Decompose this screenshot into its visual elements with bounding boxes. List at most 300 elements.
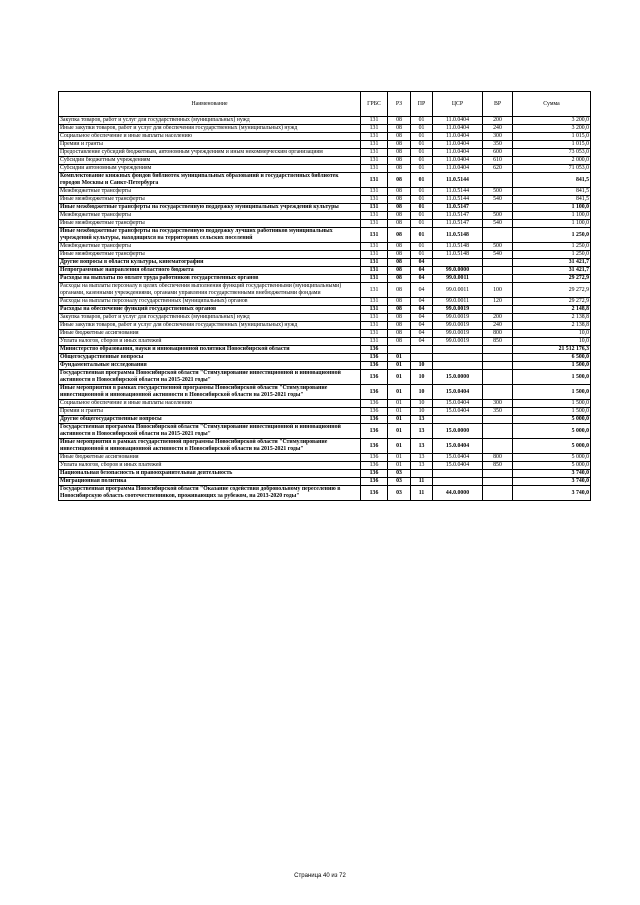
cell-name: Другие общегосударственные вопросы (59, 416, 361, 424)
cell-csr: 99.0.0000 (433, 267, 483, 275)
cell-csr: 15.0.0000 (433, 370, 483, 385)
cell-name: Иные межбюджетные трансферты (59, 220, 361, 228)
cell-pr: 04 (411, 283, 433, 298)
cell-sum: 5 000,0 (513, 416, 591, 424)
cell-grbs: 131 (361, 141, 388, 149)
table-row (59, 196, 591, 204)
cell-name: Государственная программа Новосибирской области "Стимулирование инвестиционной и инновационной активности в Новосибирской области на 2015-2021 годы" (59, 424, 361, 439)
cell-csr: 11.0.5147 (433, 212, 483, 220)
cell-name: Иные межбюджетные трансферты (59, 196, 361, 204)
cell-csr: 11.0.5148 (433, 243, 483, 251)
cell-pr: 04 (411, 275, 433, 283)
cell-name: Закупка товаров, работ и услуг для государственных (муниципальных) нужд (59, 314, 361, 322)
cell-rz: 03 (388, 470, 411, 478)
cell-pr: 04 (411, 306, 433, 314)
cell-sum: 31 421,7 (513, 267, 591, 275)
cell-sum: 3 740,0 (513, 486, 591, 501)
table-row (59, 212, 591, 220)
cell-rz: 01 (388, 439, 411, 454)
table-row (59, 275, 591, 283)
cell-vr: 500 (483, 212, 513, 220)
cell-name: Межбюджетные трансферты (59, 212, 361, 220)
table-row (59, 330, 591, 338)
cell-rz: 08 (388, 259, 411, 267)
cell-sum: 3 200,0 (513, 125, 591, 133)
cell-sum: 6 500,0 (513, 354, 591, 362)
cell-name: Государственная программа Новосибирской области "Оказание содействия добровольному переселению в Новосибирскую область соотечественников, проживающих за рубежом, на 2013-2020 годы" (59, 486, 361, 501)
cell-csr: 11.0.0404 (433, 141, 483, 149)
cell-vr (483, 486, 513, 501)
cell-vr (483, 385, 513, 400)
cell-grbs: 136 (361, 462, 388, 470)
cell-pr: 01 (411, 188, 433, 196)
cell-pr: 01 (411, 141, 433, 149)
cell-vr (483, 439, 513, 454)
cell-csr: 11.0.5144 (433, 173, 483, 188)
cell-vr: 500 (483, 188, 513, 196)
cell-vr: 850 (483, 462, 513, 470)
cell-csr (433, 478, 483, 486)
cell-csr: 11.0.0404 (433, 133, 483, 141)
cell-rz: 01 (388, 400, 411, 408)
cell-vr: 300 (483, 133, 513, 141)
table-row (59, 408, 591, 416)
cell-name: Уплата налогов, сборов и иных платежей (59, 462, 361, 470)
cell-sum: 1 500,0 (513, 385, 591, 400)
cell-pr: 01 (411, 251, 433, 259)
cell-rz: 08 (388, 298, 411, 306)
cell-pr: 01 (411, 157, 433, 165)
cell-sum: 1 100,0 (513, 220, 591, 228)
cell-vr (483, 306, 513, 314)
cell-vr (483, 346, 513, 354)
cell-rz: 08 (388, 228, 411, 243)
cell-grbs: 136 (361, 408, 388, 416)
cell-rz: 08 (388, 212, 411, 220)
cell-pr: 13 (411, 416, 433, 424)
cell-vr (483, 204, 513, 212)
cell-vr: 540 (483, 196, 513, 204)
cell-grbs: 131 (361, 212, 388, 220)
cell-rz: 08 (388, 173, 411, 188)
cell-pr: 13 (411, 424, 433, 439)
cell-name: Уплата налогов, сборов и иных платежей (59, 338, 361, 346)
cell-sum: 1 015,0 (513, 133, 591, 141)
cell-vr (483, 370, 513, 385)
header-vr: ВР (483, 92, 513, 117)
cell-rz: 08 (388, 196, 411, 204)
cell-vr: 500 (483, 243, 513, 251)
cell-vr: 100 (483, 283, 513, 298)
cell-name: Иные мероприятия в рамках государственной программы Новосибирской области "Стимулирование инвестиционной и инновационной активности в Новосибирской области на 2015-2021 годы" (59, 385, 361, 400)
table-row (59, 416, 591, 424)
cell-name: Премии и гранты (59, 408, 361, 416)
cell-vr: 240 (483, 125, 513, 133)
cell-rz: 08 (388, 117, 411, 125)
cell-vr: 300 (483, 400, 513, 408)
table-row (59, 204, 591, 212)
cell-name: Национальная безопасность и правоохранительная деятельность (59, 470, 361, 478)
cell-vr: 610 (483, 157, 513, 165)
cell-rz: 01 (388, 462, 411, 470)
cell-rz: 03 (388, 486, 411, 501)
cell-name: Комплектование книжных фондов библиотек муниципальных образований и государственных библиотек городов Москвы и Санкт-Петербурга (59, 173, 361, 188)
cell-pr: 01 (411, 173, 433, 188)
cell-name: Социальное обеспечение и иные выплаты населению (59, 133, 361, 141)
cell-vr: 540 (483, 251, 513, 259)
cell-pr: 01 (411, 165, 433, 173)
table-body (59, 117, 591, 501)
cell-sum: 841,5 (513, 188, 591, 196)
cell-grbs: 136 (361, 362, 388, 370)
table-row (59, 259, 591, 267)
cell-pr: 11 (411, 478, 433, 486)
cell-sum: 2 138,8 (513, 322, 591, 330)
cell-sum: 3 740,0 (513, 470, 591, 478)
cell-csr: 15.0.0000 (433, 424, 483, 439)
cell-rz: 08 (388, 165, 411, 173)
cell-sum: 1 500,0 (513, 362, 591, 370)
cell-pr: 10 (411, 370, 433, 385)
cell-vr (483, 424, 513, 439)
cell-vr (483, 416, 513, 424)
cell-sum: 10,0 (513, 330, 591, 338)
cell-vr: 540 (483, 220, 513, 228)
cell-grbs: 131 (361, 173, 388, 188)
cell-sum: 2 148,8 (513, 306, 591, 314)
cell-vr (483, 267, 513, 275)
cell-pr: 10 (411, 408, 433, 416)
cell-sum: 10,0 (513, 338, 591, 346)
cell-vr: 620 (483, 165, 513, 173)
cell-pr: 01 (411, 243, 433, 251)
cell-name: Иные закупки товаров, работ и услуг для обеспечения государственных (муниципальных) нужд (59, 125, 361, 133)
table-row (59, 362, 591, 370)
cell-csr (433, 259, 483, 267)
header-csr: ЦСР (433, 92, 483, 117)
cell-pr (411, 346, 433, 354)
table-row (59, 228, 591, 243)
cell-pr: 04 (411, 298, 433, 306)
cell-grbs: 131 (361, 228, 388, 243)
header-sum: Сумма (513, 92, 591, 117)
cell-pr: 01 (411, 133, 433, 141)
cell-vr: 350 (483, 141, 513, 149)
cell-pr: 04 (411, 314, 433, 322)
cell-grbs: 131 (361, 322, 388, 330)
cell-grbs: 136 (361, 346, 388, 354)
cell-pr: 01 (411, 204, 433, 212)
cell-csr: 11.0.5147 (433, 220, 483, 228)
table-row (59, 117, 591, 125)
cell-name: Предоставление субсидий бюджетным, автономным учреждениям и иным некоммерческим организациям (59, 149, 361, 157)
cell-rz: 08 (388, 141, 411, 149)
cell-csr: 44.0.0000 (433, 486, 483, 501)
cell-grbs: 131 (361, 243, 388, 251)
cell-rz: 08 (388, 220, 411, 228)
cell-pr: 01 (411, 196, 433, 204)
table-row (59, 338, 591, 346)
cell-sum: 1 015,0 (513, 141, 591, 149)
cell-rz: 01 (388, 408, 411, 416)
cell-grbs: 131 (361, 283, 388, 298)
table-header-row (59, 92, 591, 117)
cell-pr: 04 (411, 259, 433, 267)
cell-rz: 08 (388, 125, 411, 133)
cell-csr: 99.0.0011 (433, 283, 483, 298)
cell-rz: 08 (388, 267, 411, 275)
cell-grbs: 131 (361, 133, 388, 141)
cell-name: Социальное обеспечение и иные выплаты населению (59, 400, 361, 408)
cell-vr: 850 (483, 338, 513, 346)
cell-csr: 99.0.0019 (433, 314, 483, 322)
cell-pr: 04 (411, 330, 433, 338)
cell-grbs: 131 (361, 220, 388, 228)
cell-grbs: 131 (361, 149, 388, 157)
cell-grbs: 131 (361, 267, 388, 275)
cell-csr: 15.0.0404 (433, 400, 483, 408)
cell-csr: 99.0.0011 (433, 298, 483, 306)
cell-name: Непрограммные направления областного бюджета (59, 267, 361, 275)
cell-rz: 01 (388, 370, 411, 385)
cell-grbs: 136 (361, 470, 388, 478)
cell-csr: 15.0.0404 (433, 454, 483, 462)
table-row (59, 298, 591, 306)
cell-grbs: 136 (361, 400, 388, 408)
cell-rz: 08 (388, 283, 411, 298)
cell-sum: 1 100,0 (513, 204, 591, 212)
cell-vr: 600 (483, 149, 513, 157)
cell-sum: 1 250,0 (513, 228, 591, 243)
cell-sum: 841,5 (513, 196, 591, 204)
cell-sum: 31 421,7 (513, 259, 591, 267)
cell-pr: 10 (411, 362, 433, 370)
cell-sum: 73 053,0 (513, 149, 591, 157)
cell-csr: 11.0.0404 (433, 149, 483, 157)
table-row (59, 322, 591, 330)
cell-sum: 5 000,0 (513, 424, 591, 439)
cell-sum: 5 000,0 (513, 462, 591, 470)
table-row (59, 314, 591, 322)
cell-grbs: 136 (361, 416, 388, 424)
cell-vr (483, 470, 513, 478)
cell-sum: 1 500,0 (513, 400, 591, 408)
cell-grbs: 131 (361, 251, 388, 259)
cell-vr (483, 478, 513, 486)
cell-sum: 29 272,9 (513, 275, 591, 283)
cell-grbs: 136 (361, 486, 388, 501)
cell-vr: 240 (483, 322, 513, 330)
cell-rz: 08 (388, 306, 411, 314)
table-row (59, 125, 591, 133)
cell-name: Иные мероприятия в рамках государственной программы Новосибирской области "Стимулирование инвестиционной и инновационной активности в Новосибирской области на 2015-2021 годы" (59, 439, 361, 454)
table-row (59, 478, 591, 486)
cell-sum: 841,5 (513, 173, 591, 188)
cell-rz: 08 (388, 330, 411, 338)
cell-grbs: 131 (361, 314, 388, 322)
cell-sum: 29 272,9 (513, 283, 591, 298)
header-name: Наименование (59, 92, 361, 117)
cell-csr: 99.0.0019 (433, 306, 483, 314)
cell-pr: 10 (411, 400, 433, 408)
budget-table (58, 91, 591, 501)
cell-vr (483, 354, 513, 362)
table-row (59, 424, 591, 439)
cell-vr: 200 (483, 314, 513, 322)
cell-csr (433, 346, 483, 354)
table-row (59, 283, 591, 298)
cell-pr: 10 (411, 385, 433, 400)
cell-grbs: 131 (361, 125, 388, 133)
table-row (59, 267, 591, 275)
cell-csr (433, 470, 483, 478)
cell-name: Субсидии автономным учреждениям (59, 165, 361, 173)
cell-rz: 01 (388, 416, 411, 424)
cell-pr: 04 (411, 267, 433, 275)
cell-name: Закупка товаров, работ и услуг для государственных (муниципальных) нужд (59, 117, 361, 125)
cell-name: Иные бюджетные ассигнования (59, 454, 361, 462)
cell-grbs: 131 (361, 196, 388, 204)
table-row (59, 370, 591, 385)
cell-grbs: 136 (361, 424, 388, 439)
cell-grbs: 136 (361, 370, 388, 385)
cell-csr: 11.0.0404 (433, 157, 483, 165)
cell-pr: 01 (411, 149, 433, 157)
cell-name: Другие вопросы в области культуры, кинематографии (59, 259, 361, 267)
cell-sum: 1 500,0 (513, 408, 591, 416)
cell-csr: 11.0.0404 (433, 165, 483, 173)
cell-csr: 11.0.5148 (433, 228, 483, 243)
cell-name: Министерство образования, науки и инновационной политики Новосибирской области (59, 346, 361, 354)
cell-csr: 15.0.0404 (433, 385, 483, 400)
cell-csr: 11.0.5147 (433, 204, 483, 212)
cell-pr: 13 (411, 454, 433, 462)
cell-sum: 3 740,0 (513, 478, 591, 486)
cell-rz: 03 (388, 478, 411, 486)
table-row (59, 346, 591, 354)
cell-grbs: 131 (361, 306, 388, 314)
cell-name: Иные закупки товаров, работ и услуг для обеспечения государственных (муниципальных) нужд (59, 322, 361, 330)
cell-rz: 08 (388, 338, 411, 346)
cell-grbs: 131 (361, 117, 388, 125)
table-row (59, 141, 591, 149)
cell-name: Межбюджетные трансферты (59, 188, 361, 196)
cell-name: Иные межбюджетные трансферты на государственную поддержку лучших работников муниципальных учреждений культуры, находящихся на территориях сельских поселений (59, 228, 361, 243)
header-rz: РЗ (388, 92, 411, 117)
cell-vr (483, 228, 513, 243)
cell-grbs: 131 (361, 330, 388, 338)
cell-vr: 350 (483, 408, 513, 416)
table-row (59, 149, 591, 157)
cell-pr: 04 (411, 322, 433, 330)
cell-pr: 13 (411, 439, 433, 454)
cell-name: Общегосударственные вопросы (59, 354, 361, 362)
cell-name: Расходы на обеспечение функций государственных органов (59, 306, 361, 314)
cell-name: Расходы на выплаты по оплате труда работников государственных органов (59, 275, 361, 283)
cell-vr (483, 173, 513, 188)
cell-rz: 08 (388, 275, 411, 283)
cell-csr: 99.0.0019 (433, 338, 483, 346)
cell-grbs: 136 (361, 478, 388, 486)
cell-vr: 200 (483, 117, 513, 125)
cell-grbs: 131 (361, 338, 388, 346)
cell-csr: 11.0.5148 (433, 251, 483, 259)
page-number: Страница 40 из 72 (294, 873, 346, 879)
cell-csr: 11.0.5144 (433, 188, 483, 196)
header-pr: ПР (411, 92, 433, 117)
cell-rz: 01 (388, 354, 411, 362)
cell-sum: 1 100,0 (513, 212, 591, 220)
cell-rz: 01 (388, 385, 411, 400)
cell-rz: 01 (388, 424, 411, 439)
cell-vr (483, 275, 513, 283)
cell-sum: 2 138,8 (513, 314, 591, 322)
cell-name: Расходы на выплаты персоналу государственных (муниципальных) органов (59, 298, 361, 306)
cell-csr: 11.0.0404 (433, 117, 483, 125)
table-row (59, 173, 591, 188)
cell-sum: 3 200,0 (513, 117, 591, 125)
cell-rz: 08 (388, 314, 411, 322)
cell-rz: 08 (388, 322, 411, 330)
table-row (59, 354, 591, 362)
table-row (59, 157, 591, 165)
cell-rz (388, 346, 411, 354)
cell-grbs: 136 (361, 439, 388, 454)
cell-sum: 1 500,0 (513, 370, 591, 385)
header-grbs: ГРБС (361, 92, 388, 117)
cell-grbs: 131 (361, 204, 388, 212)
cell-sum: 29 272,9 (513, 298, 591, 306)
cell-rz: 08 (388, 188, 411, 196)
cell-pr: 11 (411, 486, 433, 501)
cell-csr (433, 354, 483, 362)
cell-name: Иные бюджетные ассигнования (59, 330, 361, 338)
cell-csr: 15.0.0404 (433, 462, 483, 470)
cell-pr: 01 (411, 117, 433, 125)
cell-sum: 71 053,0 (513, 165, 591, 173)
table-row (59, 400, 591, 408)
cell-pr: 04 (411, 338, 433, 346)
cell-name: Премии и гранты (59, 141, 361, 149)
cell-csr: 11.0.0404 (433, 125, 483, 133)
cell-grbs: 131 (361, 275, 388, 283)
cell-csr: 99.0.0011 (433, 275, 483, 283)
cell-rz: 08 (388, 157, 411, 165)
cell-grbs: 136 (361, 385, 388, 400)
cell-name: Субсидии бюджетным учреждениям (59, 157, 361, 165)
table-row (59, 306, 591, 314)
cell-rz: 01 (388, 454, 411, 462)
cell-sum: 5 000,0 (513, 454, 591, 462)
cell-pr: 01 (411, 220, 433, 228)
cell-csr: 15.0.0404 (433, 408, 483, 416)
table-row (59, 470, 591, 478)
table-row (59, 165, 591, 173)
cell-name: Государственная программа Новосибирской области "Стимулирование инвестиционной и инновационной активности в Новосибирской области на 2015-2021 годы" (59, 370, 361, 385)
cell-grbs: 136 (361, 454, 388, 462)
cell-name: Фундаментальные исследования (59, 362, 361, 370)
cell-csr: 99.0.0019 (433, 330, 483, 338)
cell-sum: 5 000,0 (513, 439, 591, 454)
cell-sum: 1 250,0 (513, 251, 591, 259)
table-row (59, 188, 591, 196)
cell-vr (483, 259, 513, 267)
cell-rz: 08 (388, 204, 411, 212)
cell-pr: 01 (411, 125, 433, 133)
cell-rz: 01 (388, 362, 411, 370)
table-row (59, 243, 591, 251)
cell-name: Расходы на выплаты персоналу в целях обеспечения выполнения функций государственными (муниципальными) органами, казенными учреждениями, органами управления государственными внебюджетными фондами (59, 283, 361, 298)
